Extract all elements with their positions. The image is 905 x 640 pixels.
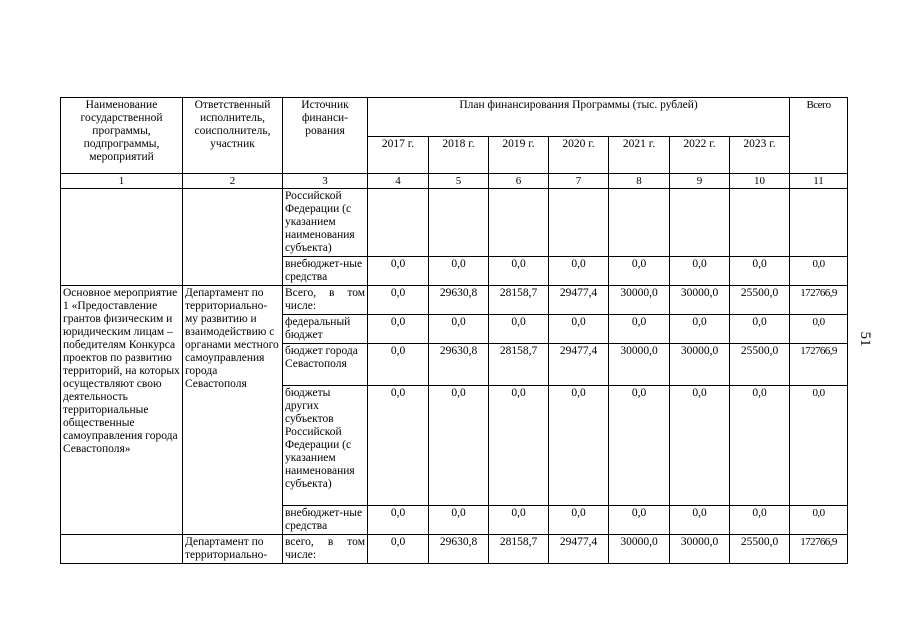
header-row bbox=[61, 98, 848, 137]
value-cell: 0,0 bbox=[609, 506, 670, 535]
value-cell: 0,0 bbox=[368, 286, 429, 315]
responsible-cell-empty bbox=[183, 189, 283, 286]
value-cell: 30000,0 bbox=[609, 535, 670, 564]
year-2017: 2017 г. bbox=[368, 137, 429, 174]
total-cell: 172766,9 bbox=[790, 535, 848, 564]
source-cell: всего, в том числе: bbox=[283, 535, 368, 564]
value-cell: 28158,7 bbox=[489, 344, 549, 386]
value-cell: 0,0 bbox=[670, 506, 730, 535]
year-2018: 2018 г. bbox=[429, 137, 489, 174]
value-cell: 0,0 bbox=[368, 506, 429, 535]
value-cell: 0,0 bbox=[609, 257, 670, 286]
source-cell: Российской Федерации (с указанием наименования субъекта) bbox=[283, 189, 368, 257]
header-source: Источник финанси-рования bbox=[283, 98, 368, 174]
column-number: 1 bbox=[61, 174, 183, 189]
value-cell: 30000,0 bbox=[670, 344, 730, 386]
responsible-cell: Департамент по территориально- bbox=[183, 535, 283, 564]
value-cell: 25500,0 bbox=[730, 286, 790, 315]
value-cell: 0,0 bbox=[429, 506, 489, 535]
value-cell: 0,0 bbox=[609, 315, 670, 344]
column-number: 8 bbox=[609, 174, 670, 189]
year-2023: 2023 г. bbox=[730, 137, 790, 174]
table-row bbox=[61, 286, 848, 315]
total-cell: 0,0 bbox=[790, 257, 848, 286]
value-cell: 0,0 bbox=[429, 257, 489, 286]
value-cell: 0,0 bbox=[730, 506, 790, 535]
value-cell: 0,0 bbox=[670, 386, 730, 506]
event-responsible: Департамент по территориально-му развитию и взаимодействию с органами местного самоуправления города Севастополя bbox=[183, 286, 283, 535]
source-cell: Всего, в том числе: bbox=[283, 286, 368, 315]
value-cell: 0,0 bbox=[549, 257, 609, 286]
year-2022: 2022 г. bbox=[670, 137, 730, 174]
name-cell-empty bbox=[61, 189, 183, 286]
total-cell: 0,0 bbox=[790, 506, 848, 535]
financing-table bbox=[60, 97, 848, 564]
source-cell: внебюджет-ные средства bbox=[283, 506, 368, 535]
column-number: 5 bbox=[429, 174, 489, 189]
value-cell: 0,0 bbox=[368, 257, 429, 286]
value-cell: 0,0 bbox=[489, 386, 549, 506]
source-cell: бюджет города Севастополя bbox=[283, 344, 368, 386]
value-cell: 29630,8 bbox=[429, 344, 489, 386]
source-cell: бюджеты других субъектов Российской Федерации (с указанием наименования субъекта) bbox=[283, 386, 368, 506]
column-number: 10 bbox=[730, 174, 790, 189]
total-cell: 172766,9 bbox=[790, 344, 848, 386]
value-cell: 0,0 bbox=[730, 257, 790, 286]
value-cell: 0,0 bbox=[670, 257, 730, 286]
value-cell: 0,0 bbox=[429, 386, 489, 506]
value-cell: 30000,0 bbox=[670, 535, 730, 564]
value-cell: 0,0 bbox=[489, 506, 549, 535]
value-cell: 25500,0 bbox=[730, 535, 790, 564]
year-2021: 2021 г. bbox=[609, 137, 670, 174]
value-cell: 30000,0 bbox=[609, 344, 670, 386]
value-cell: 30000,0 bbox=[609, 286, 670, 315]
value-cell: 0,0 bbox=[549, 386, 609, 506]
value-cell: 0,0 bbox=[368, 315, 429, 344]
value-cell: 29630,8 bbox=[429, 535, 489, 564]
value-cell: 0,0 bbox=[368, 535, 429, 564]
value-cell: 29477,4 bbox=[549, 286, 609, 315]
value-cell: 0,0 bbox=[429, 315, 489, 344]
column-numbers-row bbox=[61, 174, 848, 189]
total-cell: 0,0 bbox=[790, 386, 848, 506]
value-cell: 0,0 bbox=[549, 506, 609, 535]
header-total: Всего bbox=[790, 98, 848, 174]
value-cell: 25500,0 bbox=[730, 344, 790, 386]
page-number: 51 bbox=[857, 331, 873, 347]
value-cell: 0,0 bbox=[489, 315, 549, 344]
total-cell: 0,0 bbox=[790, 315, 848, 344]
event-name: Основное мероприятие 1 «Предоставление грантов физическим и юридическим лицам – победителям Конкурса проектов по развитию территорий, на которых осуществляют свою деятельность территориальные общественные самоуправления города Севастополя» bbox=[61, 286, 183, 535]
value-cell: 29630,8 bbox=[429, 286, 489, 315]
header-responsible: Ответственный исполнитель, соисполнитель, участник bbox=[183, 98, 283, 174]
header-financing-plan: План финансирования Программы (тыс. рублей) bbox=[368, 98, 790, 137]
source-cell: федеральный бюджет bbox=[283, 315, 368, 344]
value-cell: 0,0 bbox=[730, 386, 790, 506]
value-cell: 0,0 bbox=[489, 257, 549, 286]
year-2019: 2019 г. bbox=[489, 137, 549, 174]
column-number: 11 bbox=[790, 174, 848, 189]
value-cell: 29477,4 bbox=[549, 535, 609, 564]
column-number: 9 bbox=[670, 174, 730, 189]
total-cell: 172766,9 bbox=[790, 286, 848, 315]
source-cell: внебюджет-ные средства bbox=[283, 257, 368, 286]
value-cell: 0,0 bbox=[368, 386, 429, 506]
value-cell: 29477,4 bbox=[549, 344, 609, 386]
value-cell: 28158,7 bbox=[489, 535, 549, 564]
table-row bbox=[61, 535, 848, 564]
header-program-name: Наименование государственной программы, подпрограммы, мероприятий bbox=[61, 98, 183, 174]
table-row bbox=[61, 189, 848, 257]
year-2020: 2020 г. bbox=[549, 137, 609, 174]
column-number: 2 bbox=[183, 174, 283, 189]
name-cell-empty bbox=[61, 535, 183, 564]
column-number: 6 bbox=[489, 174, 549, 189]
value-cell: 0,0 bbox=[609, 386, 670, 506]
value-cell: 0,0 bbox=[670, 315, 730, 344]
value-cell: 0,0 bbox=[549, 315, 609, 344]
column-number: 7 bbox=[549, 174, 609, 189]
value-cell: 30000,0 bbox=[670, 286, 730, 315]
value-cell: 0,0 bbox=[368, 344, 429, 386]
column-number: 4 bbox=[368, 174, 429, 189]
value-cell: 0,0 bbox=[730, 315, 790, 344]
column-number: 3 bbox=[283, 174, 368, 189]
value-cell: 28158,7 bbox=[489, 286, 549, 315]
